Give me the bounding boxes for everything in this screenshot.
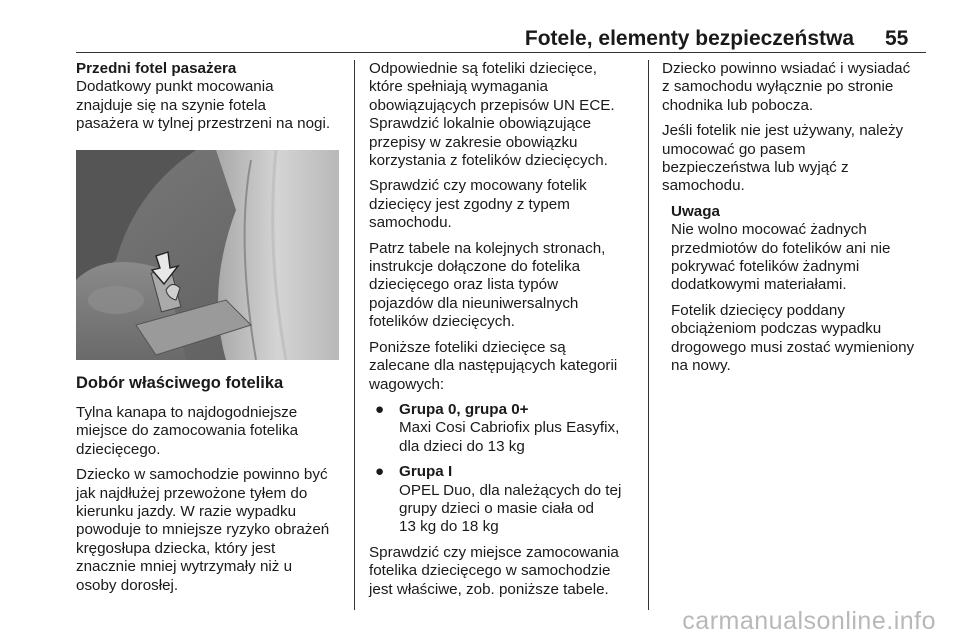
text-line: Nie wolno mocować żadnych bbox=[671, 221, 867, 239]
text-line: pasażera w tylnej przestrzeni na nogi. bbox=[76, 115, 331, 133]
text-line: Sprawdzić lokalnie obowiązujące bbox=[369, 115, 592, 133]
paragraph bbox=[671, 221, 932, 295]
note-title: Uwaga bbox=[671, 202, 720, 220]
paragraph bbox=[662, 122, 932, 196]
column-divider bbox=[648, 60, 649, 610]
text-line: przedmiotów do fotelików ani nie bbox=[671, 239, 891, 257]
text-line: samochodu. bbox=[369, 214, 452, 232]
seat-anchor-drawing bbox=[76, 150, 339, 360]
text-line: osoby dorosłej. bbox=[76, 576, 179, 594]
text-line: Maxi Cosi Cabriofix plus Easyfix, bbox=[399, 419, 620, 437]
text-line: bezpieczeństwa lub wyjąć z bbox=[662, 159, 849, 177]
column-2 bbox=[369, 60, 637, 606]
bullet-icon: ● bbox=[375, 463, 385, 481]
note-box bbox=[662, 203, 932, 376]
section-heading: Dobór właściwego fotelika bbox=[76, 374, 284, 392]
paragraph bbox=[671, 302, 932, 376]
text-line: drogowego musi zostać wymieniony bbox=[671, 338, 915, 356]
text-line: powoduje to mniejsze ryzyko obrażeń bbox=[76, 521, 330, 539]
text-line: pokrywać fotelików żadnymi bbox=[671, 258, 860, 276]
bullet-icon: ● bbox=[375, 400, 385, 418]
column-1-bottom bbox=[76, 404, 348, 602]
text-line: Patrz tabele na kolejnych stronach, bbox=[369, 239, 606, 257]
text-line: na nowy. bbox=[671, 357, 731, 375]
list-item bbox=[369, 463, 637, 537]
text-line: dziecięcego oraz lista typów bbox=[369, 276, 559, 294]
page-number: 55 bbox=[885, 27, 909, 50]
text-line: Dziecko w samochodzie powinno być bbox=[76, 466, 328, 484]
paragraph bbox=[369, 177, 637, 232]
header-rule bbox=[76, 52, 926, 53]
text-line: 13 kg do 18 kg bbox=[399, 518, 499, 536]
list-item bbox=[369, 401, 637, 456]
text-line: instrukcje dołączone do fotelika bbox=[369, 258, 581, 276]
text-line: kierunku jazdy. W razie wypadku bbox=[76, 503, 297, 521]
text-line: Poniższe foteliki dziecięce są bbox=[369, 338, 566, 356]
text-line: obciążeniom podczas wypadku bbox=[671, 320, 882, 338]
text-line: wagowych: bbox=[369, 375, 445, 393]
text-line: Jeśli fotelik nie jest używany, należy bbox=[662, 122, 904, 140]
paragraph bbox=[369, 240, 637, 332]
text-line: samochodu. bbox=[662, 177, 745, 195]
text-line: miejsce do zamocowania fotelika bbox=[76, 422, 299, 440]
text-line: dziecięcy jest zgodny z typem bbox=[369, 195, 570, 213]
paragraph bbox=[662, 60, 932, 115]
text-line: znajduje się na szynie fotela bbox=[76, 96, 266, 114]
watermark: carmanualsonline.info bbox=[682, 607, 936, 635]
text-line: Tylna kanapa to najdogodniejsze bbox=[76, 404, 298, 421]
text-line: znacznie mniej wytrzymały niż u bbox=[76, 558, 293, 576]
text-line: OPEL Duo, dla należących do tej bbox=[399, 481, 622, 499]
subsection-heading: Przedni fotel pasażera bbox=[76, 60, 237, 77]
paragraph bbox=[369, 60, 637, 170]
list-item-title: Grupa I bbox=[399, 463, 453, 481]
text-line: Dodatkowy punkt mocowania bbox=[76, 78, 274, 96]
seat-anchor-illustration bbox=[76, 150, 339, 360]
text-line: fotelika dziecięcego w samochodzie bbox=[369, 562, 611, 580]
text-line: które spełniają wymagania bbox=[369, 78, 548, 96]
page-header-title: Fotele, elementy bezpieczeństwa bbox=[524, 27, 854, 50]
text-line: jest właściwe, zob. poniższe tabele. bbox=[369, 580, 609, 598]
text-line: korzystania z fotelików dziecięcych. bbox=[369, 152, 608, 170]
text-line: dziecięcego. bbox=[76, 440, 161, 458]
text-line: grupy dzieci o masie ciała od bbox=[399, 499, 595, 517]
text-line: Odpowiednie są foteliki dziecięce, bbox=[369, 60, 597, 77]
text-line: pojazdów dla nieuniwersalnych bbox=[369, 294, 579, 312]
text-line: Sprawdzić czy miejsce zamocowania bbox=[369, 543, 619, 561]
text-line: dodatkowymi materiałami. bbox=[671, 276, 847, 294]
text-line: chodnika lub pobocza. bbox=[662, 96, 814, 114]
column-divider bbox=[354, 60, 355, 610]
text-line: Sprawdzić czy mocowany fotelik bbox=[369, 177, 587, 195]
paragraph bbox=[76, 466, 348, 595]
list-item-title: Grupa 0, grupa 0+ bbox=[399, 400, 529, 418]
text-line: Dziecko powinno wsiadać i wysiadać bbox=[662, 60, 911, 77]
text-line: obowiązujących przepisów UN ECE. bbox=[369, 96, 615, 114]
text-line: kręgosłupa dziecka, który jest bbox=[76, 539, 276, 557]
column-3 bbox=[662, 60, 932, 383]
paragraph bbox=[369, 339, 637, 394]
text-line: zalecane dla następujących kategorii bbox=[369, 357, 618, 375]
paragraph bbox=[369, 544, 637, 599]
text-line: dla dzieci do 13 kg bbox=[399, 437, 525, 455]
text-line: fotelików dziecięcych. bbox=[369, 313, 516, 331]
text-line: jak najdłużej przewożone tyłem do bbox=[76, 484, 308, 502]
paragraph bbox=[76, 404, 348, 459]
text-line: z samochodu wyłącznie po stronie bbox=[662, 78, 894, 96]
text-line: umocować go pasem bbox=[662, 140, 806, 158]
column-1-top bbox=[76, 60, 348, 134]
text-line: Fotelik dziecięcy poddany bbox=[671, 301, 845, 319]
text-line: przepisy w zakresie obowiązku bbox=[369, 133, 578, 151]
